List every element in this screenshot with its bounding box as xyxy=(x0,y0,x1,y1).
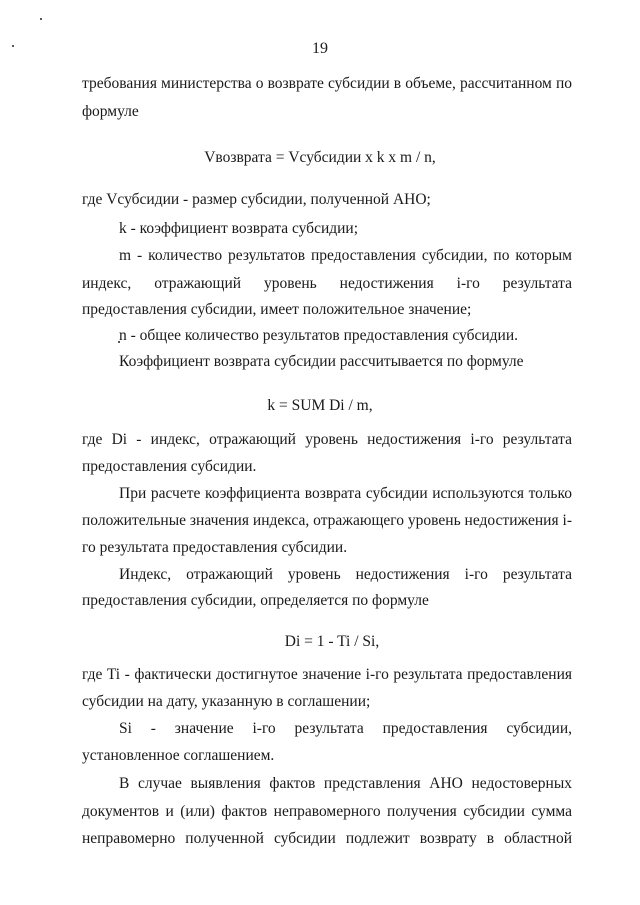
page-number: 19 xyxy=(312,40,328,57)
text-line: го результата предоставления субсидии. xyxy=(82,539,348,556)
text-line: требования министерства о возврате субсидии в объеме, рассчитанном по xyxy=(82,75,572,92)
text-line: где Di - индекс, отражающий уровень недостижения i-го результата xyxy=(82,431,572,448)
scan-speck xyxy=(40,18,42,20)
text-line: предоставления субсидии, определяется по формуле xyxy=(82,592,429,609)
text-line: субсидии на дату, указанную в соглашении; xyxy=(82,693,371,710)
text-line: где Vсубсидии - размер субсидии, полученной АНО; xyxy=(82,191,431,208)
formula-k: k = SUM Di / m, xyxy=(267,397,373,414)
text-line: В случае выявления фактов представления АНО недостоверных xyxy=(119,775,572,792)
text-line: неправомерно полученной субсидии подлежит возврату в областной xyxy=(82,830,572,847)
text-line: предоставления субсидии. xyxy=(82,458,257,475)
text-line: Si - значение i-го результата предоставления субсидии, xyxy=(119,720,572,737)
text-line: n - общее количество результатов предоставления субсидии. xyxy=(119,327,519,344)
text-line: формуле xyxy=(82,103,139,120)
text-line: Коэффициент возврата субсидии рассчитывается по формуле xyxy=(119,353,524,370)
text-line: где Ti - фактически достигнутое значение i-го результата предоставления xyxy=(82,666,572,683)
text-line: установленное соглашением. xyxy=(82,747,275,764)
text-line: положительные значения индекса, отражающего уровень недостижения i- xyxy=(82,512,572,529)
text-line: документов и (или) фактов неправомерного получения субсидии сумма xyxy=(82,803,572,820)
text-line: индекс, отражающий уровень недостижения i-го результата xyxy=(82,275,572,292)
formula-di: Di = 1 - Ti / Si, xyxy=(284,633,380,650)
text-line: k - коэффициент возврата субсидии; xyxy=(119,220,359,237)
text-line: При расчете коэффициента возврата субсидии используются только xyxy=(119,485,572,502)
text-line: предоставления субсидии, имеет положительное значение; xyxy=(82,301,472,318)
text-line: Индекс, отражающий уровень недостижения i-го результата xyxy=(119,566,572,583)
formula-v-return: Vвозврата = Vсубсидии x k x m / n, xyxy=(204,149,436,166)
text-line: m - количество результатов предоставления субсидии, по которым xyxy=(119,247,572,264)
